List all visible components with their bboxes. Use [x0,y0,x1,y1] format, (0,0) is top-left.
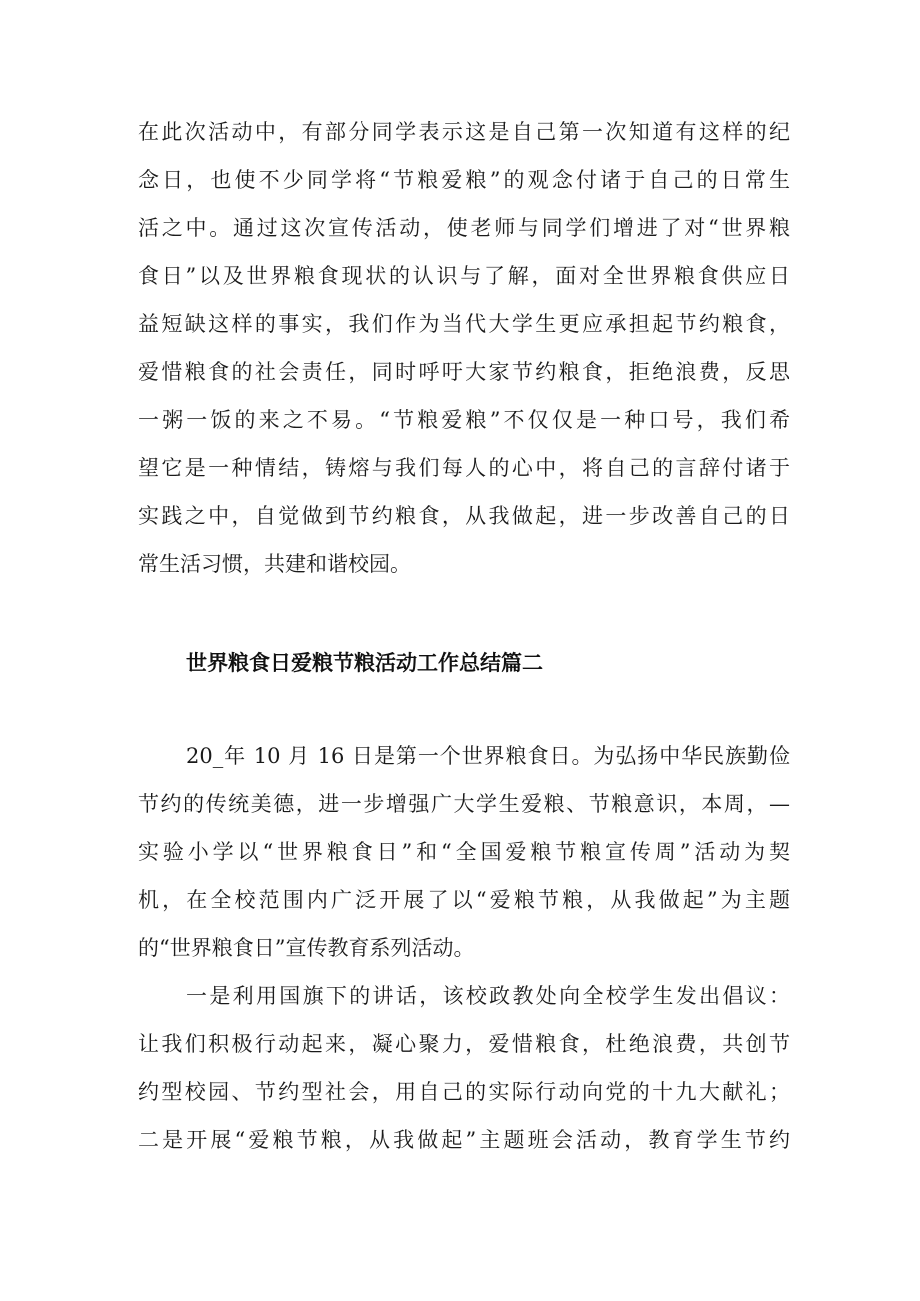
paragraph-line: 望它是一种情结，铸熔与我们每人的心中，将自己的言辞付诸于 [138,456,790,480]
paragraph-line: 活之中。通过这次宣传活动，使老师与同学们增进了对“世界粮 [138,216,790,240]
paragraph-line: 念日，也使不少同学将“节粮爱粮”的观念付诸于自己的日常生 [138,168,790,192]
paragraph-line: 20_年 10 月 16 日是第一个世界粮食日。为弘扬中华民族勤俭 [186,744,790,768]
paragraph-line: 实践之中，自觉做到节约粮食，从我做起，进一步改善自己的日 [138,504,790,528]
paragraph-line: 益短缺这样的事实，我们作为当代大学生更应承担起节约粮食， [138,312,790,336]
paragraph-line: 在此次活动中，有部分同学表示这是自己第一次知道有这样的纪 [138,120,790,144]
paragraph-line: 的“世界粮食日”宣传教育系列活动。 [138,936,475,960]
section-heading: 世界粮食日爱粮节粮活动工作总结篇二 [186,651,543,675]
paragraph-line: 二是开展“爱粮节粮，从我做起”主题班会活动，教育学生节约 [138,1128,790,1152]
paragraph-line: 实验小学以“世界粮食日”和“全国爱粮节粮宣传周”活动为契 [138,840,790,864]
paragraph-line: 机，在全校范围内广泛开展了以“爱粮节粮，从我做起”为主题 [138,888,790,912]
paragraph-line: 节约的传统美德，进一步增强广大学生爱粮、节粮意识，本周，— [138,792,790,816]
paragraph-line: 约型校园、节约型社会，用自己的实际行动向党的十九大献礼； [138,1080,790,1104]
paragraph-line: 一是利用国旗下的讲话，该校政教处向全校学生发出倡议： [186,984,790,1008]
paragraph-line: 食日”以及世界粮食现状的认识与了解，面对全世界粮食供应日 [138,264,790,288]
paragraph-line: 爱惜粮食的社会责任，同时呼吁大家节约粮食，拒绝浪费，反思 [138,360,790,384]
paragraph-line: 让我们积极行动起来，凝心聚力，爱惜粮食，杜绝浪费，共创节 [138,1032,790,1056]
paragraph-line: 常生活习惯，共建和谐校园。 [138,552,411,576]
paragraph-line: 一粥一饭的来之不易。“节粮爱粮”不仅仅是一种口号，我们希 [138,408,790,432]
